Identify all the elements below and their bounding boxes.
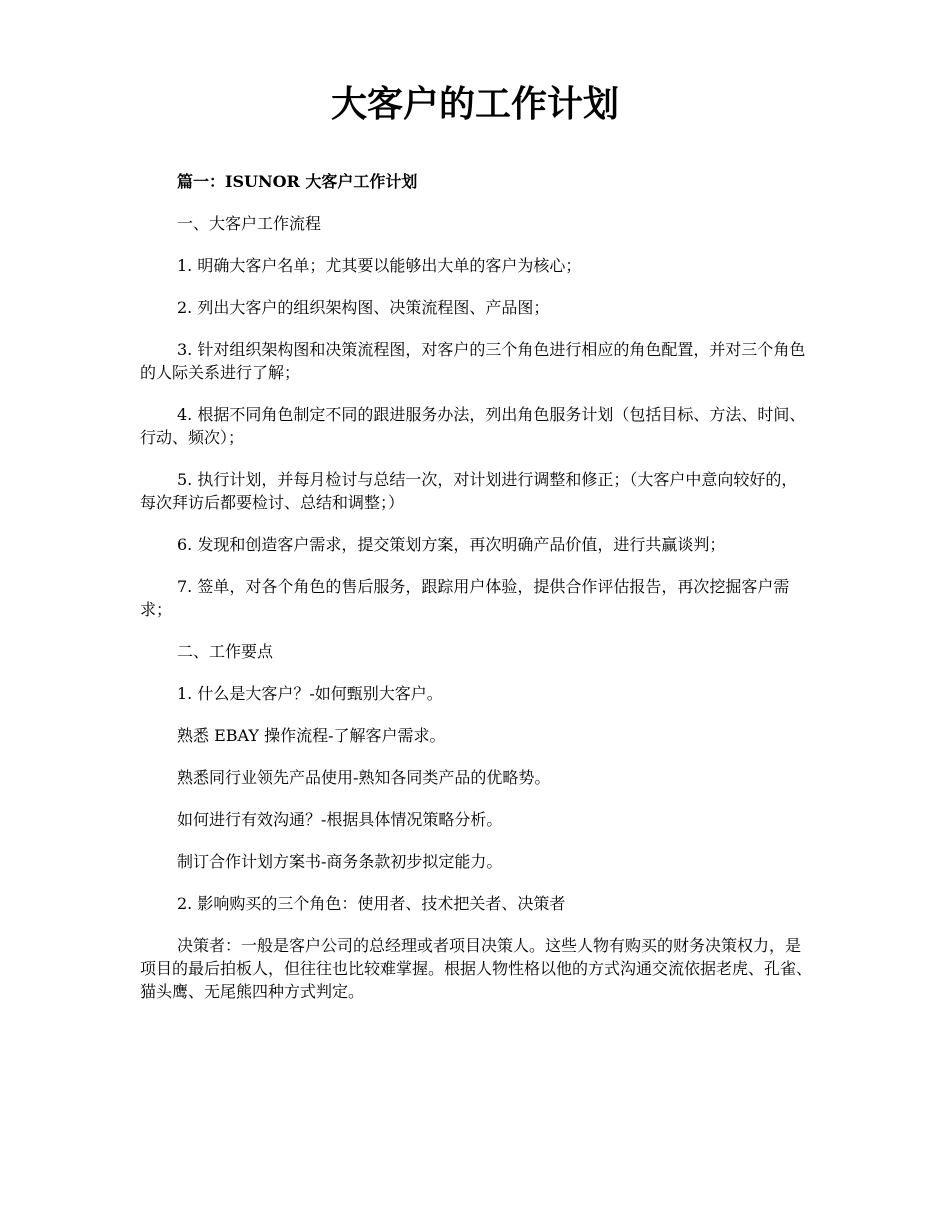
paragraph: 7. 签单，对各个角色的售后服务，跟踪用户体验，提供合作评估报告，再次挖掘客户需求；	[140, 577, 790, 619]
document-title: 大客户的工作计划	[330, 83, 619, 125]
paragraph: 1. 什么是大客户？-如何甄别大客户。	[177, 684, 443, 703]
paragraph: 决策者：一般是客户公司的总经理或者项目决策人。这些人物有购买的财务决策权力，是项目的最后拍板人，但往往也比较难掌握。根据人物性格以他的方式沟通交流依据老虎、孔雀、猫头鹰、无尾熊四种方式判定。	[140, 936, 813, 1001]
paragraph: 制订合作计划方案书-商务条款初步拟定能力。	[177, 852, 503, 871]
paragraph: 6. 发现和创造客户需求，提交策划方案，再次明确产品价值，进行共赢谈判；	[177, 535, 726, 554]
section-heading: 二、工作要点	[177, 642, 274, 661]
section-subtitle: 篇一：ISUNOR 大客户工作计划	[177, 172, 418, 191]
paragraph: 3. 针对组织架构图和决策流程图，对客户的三个角色进行相应的角色配置，并对三个角色的人际关系进行了解；	[140, 340, 806, 382]
paragraph: 2. 列出大客户的组织架构图、决策流程图、产品图；	[177, 298, 550, 317]
paragraph: 1. 明确大客户名单；尤其要以能够出大单的客户为核心；	[177, 256, 582, 275]
paragraph: 熟悉 EBAY 操作流程-了解客户需求。	[177, 726, 446, 745]
paragraph: 4. 根据不同角色制定不同的跟进服务办法，列出角色服务计划（包括目标、方法、时间、行动、频次）；	[140, 405, 806, 447]
paragraph: 如何进行有效沟通？-根据具体情况策略分析。	[177, 810, 503, 829]
section-heading: 一、大客户工作流程	[177, 214, 322, 233]
paragraph: 熟悉同行业领先产品使用-熟知各同类产品的优略势。	[177, 768, 551, 787]
paragraph: 2. 影响购买的三个角色：使用者、技术把关者、决策者	[177, 894, 566, 913]
paragraph: 5. 执行计划，并每月检讨与总结一次，对计划进行调整和修正；（大客户中意向较好的，每次拜访后都要检讨、总结和调整；）	[140, 470, 798, 512]
document-body	[140, 170, 812, 1022]
